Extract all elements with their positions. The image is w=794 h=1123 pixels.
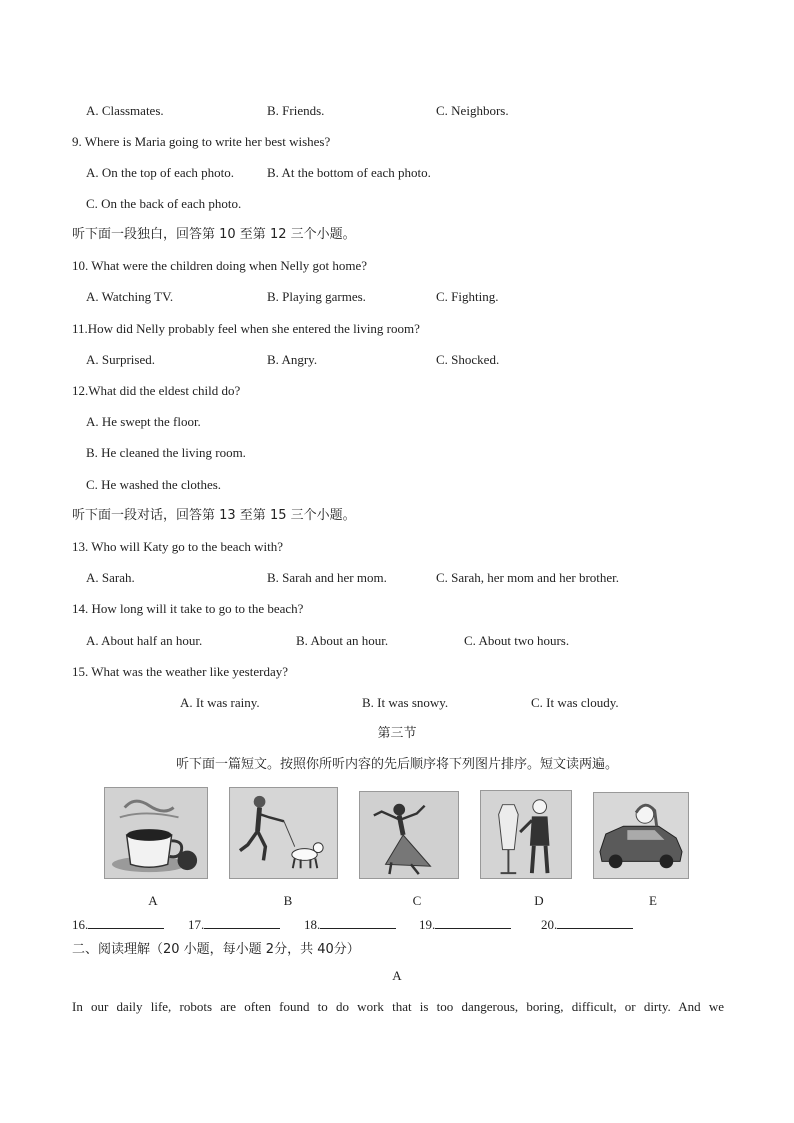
- dancer-icon: [359, 791, 459, 879]
- picture-label-b: B: [283, 893, 293, 908]
- q14-option-b: B. About an hour.: [296, 633, 389, 648]
- q11-stem: 11.How did Nelly probably feel when she entered the living room?: [72, 321, 420, 336]
- q12-option-a: A. He swept the floor.: [86, 414, 201, 429]
- picture-label-e: E: [649, 893, 657, 908]
- part-two-heading: 二、阅读理解（20 小题，每小题 2分，共 40分）: [72, 942, 360, 957]
- instruction-monologue: 听下面一段独白，回答第 10 至第 12 三个小题。: [72, 227, 356, 242]
- section-three-title: 第三节: [377, 726, 417, 741]
- q12-option-c: C. He washed the clothes.: [86, 477, 222, 492]
- q10-option-a: A. Watching TV.: [86, 289, 174, 304]
- q13-option-b: B. Sarah and her mom.: [267, 570, 387, 585]
- q9-option-c: C. On the back of each photo.: [86, 196, 242, 211]
- passage-label: A: [392, 968, 402, 983]
- q14-option-a: A. About half an hour.: [86, 633, 203, 648]
- q13-option-c: C. Sarah, her mom and her brother.: [436, 570, 620, 585]
- q15-option-c: C. It was cloudy.: [531, 695, 619, 710]
- q15-option-a: A. It was rainy.: [180, 695, 260, 710]
- girl-walking-dog-icon: [229, 787, 338, 879]
- q8-option-b: B. Friends.: [267, 103, 325, 118]
- q15-stem: 15. What was the weather like yesterday?: [72, 664, 288, 679]
- q15-option-b: B. It was snowy.: [362, 695, 449, 710]
- q10-stem: 10. What were the children doing when Nelly got home?: [72, 258, 368, 273]
- answer-blank-17[interactable]: 17.: [188, 916, 280, 933]
- instruction-dialogue: 听下面一段对话，回答第 13 至第 15 三个小题。: [72, 508, 356, 523]
- picture-label-d: D: [534, 893, 544, 908]
- q12-option-b: B. He cleaned the living room.: [86, 445, 246, 460]
- tailor-mannequin-icon: [480, 790, 572, 879]
- passage-first-line: In our daily life, robots are often found to do work that is too dangerous, boring, difficult, or dirty. And we: [72, 999, 724, 1014]
- q11-option-c: C. Shocked.: [436, 352, 500, 367]
- picture-label-a: A: [148, 893, 158, 908]
- q13-option-a: A. Sarah.: [86, 570, 135, 585]
- picture-label-c: C: [412, 893, 422, 908]
- woman-in-car-icon: [593, 792, 689, 879]
- coffee-cup-icon: [104, 787, 208, 879]
- q14-option-c: C. About two hours.: [464, 633, 570, 648]
- q9-option-a: A. On the top of each photo.: [86, 165, 235, 180]
- answer-blank-18[interactable]: 18.: [304, 916, 396, 933]
- q14-stem: 14. How long will it take to go to the beach?: [72, 601, 304, 616]
- q11-option-a: A. Surprised.: [86, 352, 155, 367]
- q10-option-c: C. Fighting.: [436, 289, 499, 304]
- q12-stem: 12.What did the eldest child do?: [72, 383, 241, 398]
- q10-option-b: B. Playing garmes.: [267, 289, 366, 304]
- q13-stem: 13. Who will Katy go to the beach with?: [72, 539, 283, 554]
- q8-option-a: A. Classmates.: [86, 103, 164, 118]
- q9-stem: 9. Where is Maria going to write her best wishes?: [72, 134, 331, 149]
- q8-option-c: C. Neighbors.: [436, 103, 509, 118]
- answer-blank-16[interactable]: 16.: [72, 916, 164, 933]
- answer-blank-20[interactable]: 20.: [541, 916, 633, 933]
- answer-blank-19[interactable]: 19.: [419, 916, 511, 933]
- section-three-instruction: 听下面一篇短文。按照你所听内容的先后顺序将下列图片排序。短文读两遍。: [175, 757, 618, 772]
- q11-option-b: B. Angry.: [267, 352, 318, 367]
- q9-option-b: B. At the bottom of each photo.: [267, 165, 431, 180]
